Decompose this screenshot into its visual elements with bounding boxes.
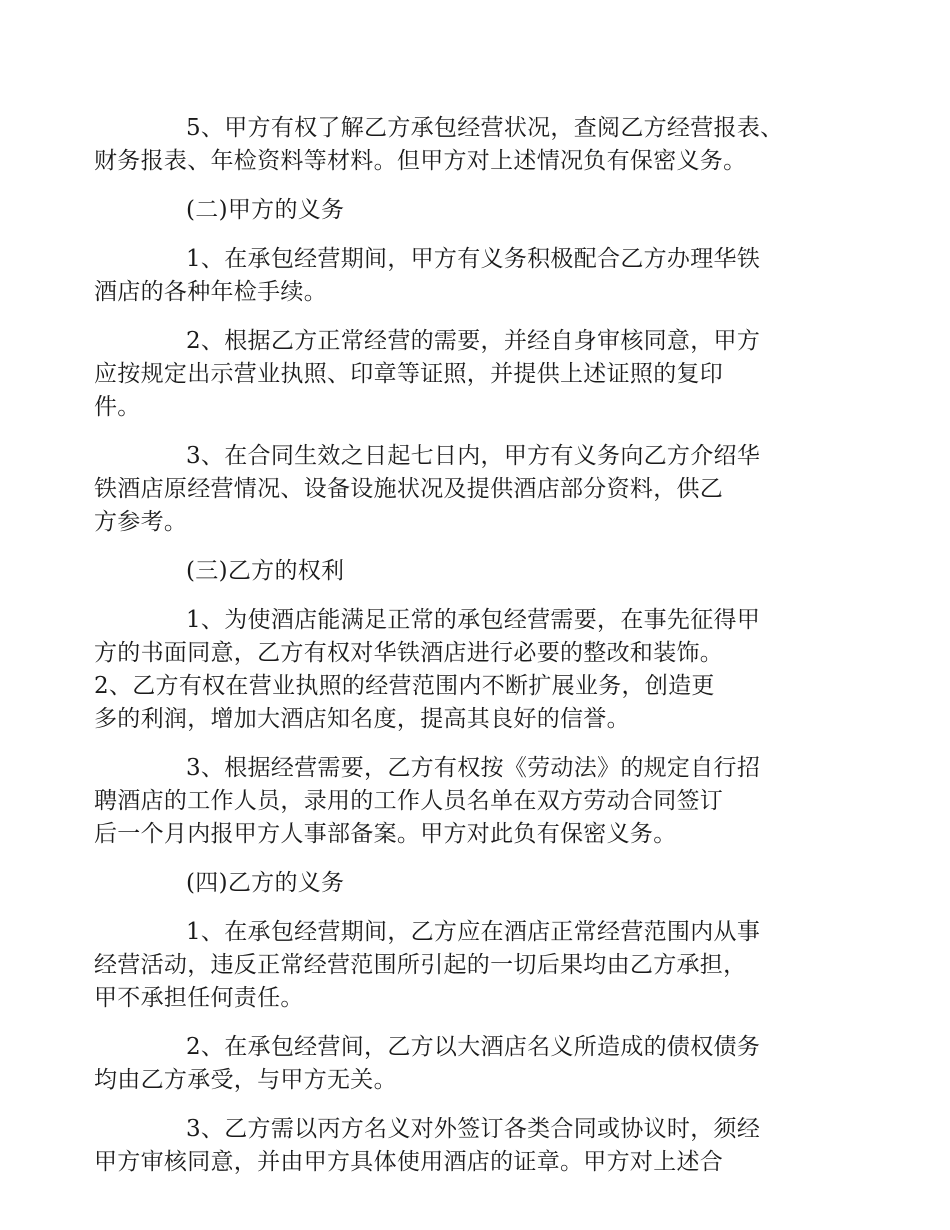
text-line: 经营活动，违反正常经营范围所引起的一切后果均由乙方承担， <box>94 952 747 978</box>
paragraph-party-a-obligation-3 <box>94 440 835 539</box>
heading-text: (三)乙方的权利 <box>186 558 345 584</box>
section-heading-party-b-obligations <box>140 867 835 900</box>
text-line: 件。 <box>94 394 141 420</box>
paragraph-party-b-obligation-3 <box>94 1113 835 1179</box>
text-line: 应按规定出示营业执照、印章等证照，并提供上述证照的复印 <box>94 361 724 387</box>
document-body <box>94 112 835 1195</box>
text-line: 1、在承包经营期间，乙方应在酒店正常经营范围内从事 <box>186 919 761 945</box>
text-line: 方参考。 <box>94 509 188 535</box>
text-line: 酒店的各种年检手续。 <box>94 279 327 305</box>
text-line: 1、为使酒店能满足正常的承包经营需要，在事先征得甲 <box>186 607 761 633</box>
text-line: 3、根据经营需要，乙方有权按《劳动法》的规定自行招 <box>186 755 761 781</box>
text-line: 多的利润，增加大酒店知名度，提高其良好的信誉。 <box>94 706 630 732</box>
text-line: 3、在合同生效之日起七日内，甲方有义务向乙方介绍华 <box>186 443 761 469</box>
text-line: 均由乙方承受，与甲方无关。 <box>94 1067 397 1093</box>
text-line: 1、在承包经营期间，甲方有义务积极配合乙方办理华铁 <box>186 246 761 272</box>
text-line: 3、乙方需以丙方名义对外签订各类合同或协议时，须经 <box>186 1116 761 1142</box>
section-heading-party-b-rights <box>140 555 835 588</box>
section-heading-party-a-obligations <box>140 194 835 227</box>
text-line: 后一个月内报甲方人事部备案。甲方对此负有保密义务。 <box>94 821 677 847</box>
text-line: 方的书面同意，乙方有权对华铁酒店进行必要的整改和装饰。 <box>94 640 724 666</box>
heading-text: (四)乙方的义务 <box>186 870 345 896</box>
text-line: 甲不承担任何责任。 <box>94 985 304 1011</box>
paragraph-party-b-obligation-1 <box>94 916 835 1015</box>
text-line: 聘酒店的工作人员，录用的工作人员名单在双方劳动合同签订 <box>94 788 724 814</box>
text-line: 甲方审核同意，并由甲方具体使用酒店的证章。甲方对上述合 <box>94 1149 724 1175</box>
text-line: 5、甲方有权了解乙方承包经营状况，查阅乙方经营报表、 <box>186 115 784 141</box>
text-line: 铁酒店原经营情况、设备设施状况及提供酒店部分资料，供乙 <box>94 476 724 502</box>
paragraph-party-a-obligation-2 <box>94 325 835 424</box>
text-line: 2、在承包经营间，乙方以大酒店名义所造成的债权债务 <box>186 1034 761 1060</box>
heading-text: (二)甲方的义务 <box>186 197 345 223</box>
text-line: 2、乙方有权在营业执照的经营范围内不断扩展业务，创造更 <box>94 673 715 699</box>
paragraph-party-b-right-3 <box>94 752 835 851</box>
paragraph-party-b-rights-1-2 <box>94 604 835 736</box>
paragraph-party-a-obligation-1 <box>94 243 835 309</box>
text-line: 财务报表、年检资料等材料。但甲方对上述情况负有保密义务。 <box>94 148 747 174</box>
paragraph-party-b-obligation-2 <box>94 1031 835 1097</box>
text-line: 2、根据乙方正常经营的需要，并经自身审核同意，甲方 <box>186 328 761 354</box>
paragraph-party-a-right-5 <box>94 112 835 178</box>
